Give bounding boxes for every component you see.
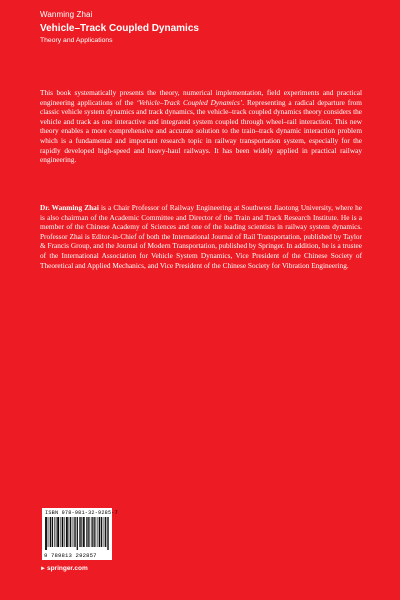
barcode-bar — [56, 517, 57, 547]
barcode-bar — [77, 517, 78, 550]
publisher-url: springer.com — [46, 565, 88, 572]
barcode-bar — [63, 517, 64, 547]
barcode-bar — [73, 517, 74, 547]
barcode-bar — [58, 517, 59, 547]
barcode-bar — [83, 517, 84, 547]
barcode-bar — [84, 517, 85, 547]
barcode-bar — [75, 517, 76, 547]
publisher-link[interactable] — [40, 565, 88, 572]
barcode-bar — [101, 517, 102, 547]
barcode-bar — [66, 517, 67, 547]
barcode-bar — [46, 517, 47, 550]
cover-header — [40, 10, 199, 44]
barcode-bar — [79, 517, 80, 547]
barcode-bar — [50, 517, 51, 547]
book-subtitle: Theory and Applications — [40, 37, 113, 44]
isbn-label: ISBN 978-981-32-9285-7 — [45, 510, 118, 516]
barcode-bars — [45, 517, 109, 550]
bio-name: Dr. Wanming Zhai — [40, 203, 99, 212]
barcode-bar — [107, 517, 108, 550]
barcode-bar — [87, 517, 88, 547]
arrow-icon: ► — [40, 566, 46, 572]
description-italic-term: ‘Vehicle–Track Coupled Dynamics’ — [136, 97, 243, 107]
barcode-bar — [108, 517, 109, 550]
barcode-bar — [98, 517, 99, 547]
barcode-bar — [77, 517, 78, 550]
barcode-bar — [71, 517, 72, 547]
barcode-bar — [48, 517, 49, 547]
book-description — [40, 88, 362, 165]
isbn-barcode — [42, 508, 118, 560]
barcode-bar — [104, 517, 105, 547]
barcode-digits: 9 789813 292857 — [44, 552, 97, 559]
barcode-bar — [92, 517, 93, 547]
barcode-bar — [67, 517, 68, 547]
bio-text: is a Chair Professor of Railway Engineering at Southwest Jiaotong University, where he is also chairman of the Academic Committee and Director of the Train and Track Research Institute. He is a member of the Chinese Academy of Sciences and one of the leading scientists in railway system dynamics. Professor Zhai is Editor-in-Chief of both the International Journal of Rail Transportation, published by Taylor & Francis Group, and the Journal of Modern Transportation, published by Springer. In addition, he is a trustee of the International Association for Vehicle System Dynamics, Vice President of the Chinese Society of Theoretical and Applied Mechanics, and Vice President of the Chinese Society for Vibration Engineering. — [40, 203, 362, 270]
barcode-bar — [57, 517, 58, 547]
description-text-1: This book systematically presents the theory, numerical implementation, field experiments and practical engineering applications of the — [40, 88, 362, 107]
author-name: Wanming Zhai — [40, 10, 93, 19]
barcode-bar — [69, 517, 70, 547]
barcode-bar — [94, 517, 95, 547]
barcode-bar — [88, 517, 89, 547]
description-text-2: . Representing a radical departure from classic vehicle system dynamics and track dynamics, the vehicle–track coupled dynamics theory considers the vehicle and track as one interactive and integrated system coupled through wheel–rail interaction. This new theory enables a more comprehensive and accurate solution to the train–track dynamic interaction problem which is a fundamental and important research topic in railway transportation system, especially for the rapidly developed high-speed and heavy-haul railways. It has been widely applied in practical railway engineering. — [40, 97, 362, 165]
barcode-bar — [80, 517, 81, 547]
barcode-bar — [100, 517, 101, 547]
barcode-bar — [106, 517, 107, 547]
barcode-bar — [70, 517, 71, 547]
barcode-bar — [52, 517, 53, 547]
barcode-bar — [54, 517, 55, 547]
barcode-bar — [60, 517, 61, 547]
barcode-bar — [62, 517, 63, 547]
barcode-bar — [58, 517, 59, 547]
author-bio — [40, 203, 362, 270]
barcode-bar — [67, 517, 68, 547]
barcode-bar — [86, 517, 87, 547]
barcode-bar — [52, 517, 53, 547]
barcode-bar — [50, 517, 51, 547]
barcode-bar — [45, 517, 46, 550]
barcode-bar — [81, 517, 82, 547]
barcode-bar — [83, 517, 84, 547]
barcode-bar — [64, 517, 65, 547]
barcode-bar — [105, 517, 106, 547]
barcode-bar — [99, 517, 100, 547]
barcode-bar — [102, 517, 103, 547]
barcode-bar — [96, 517, 97, 547]
barcode-bar — [89, 517, 90, 547]
barcode-bar — [46, 517, 47, 550]
barcode-bar — [94, 517, 95, 547]
book-title: Vehicle–Track Coupled Dynamics — [40, 23, 199, 34]
barcode-bar — [91, 517, 92, 547]
barcode-bar — [74, 517, 75, 547]
